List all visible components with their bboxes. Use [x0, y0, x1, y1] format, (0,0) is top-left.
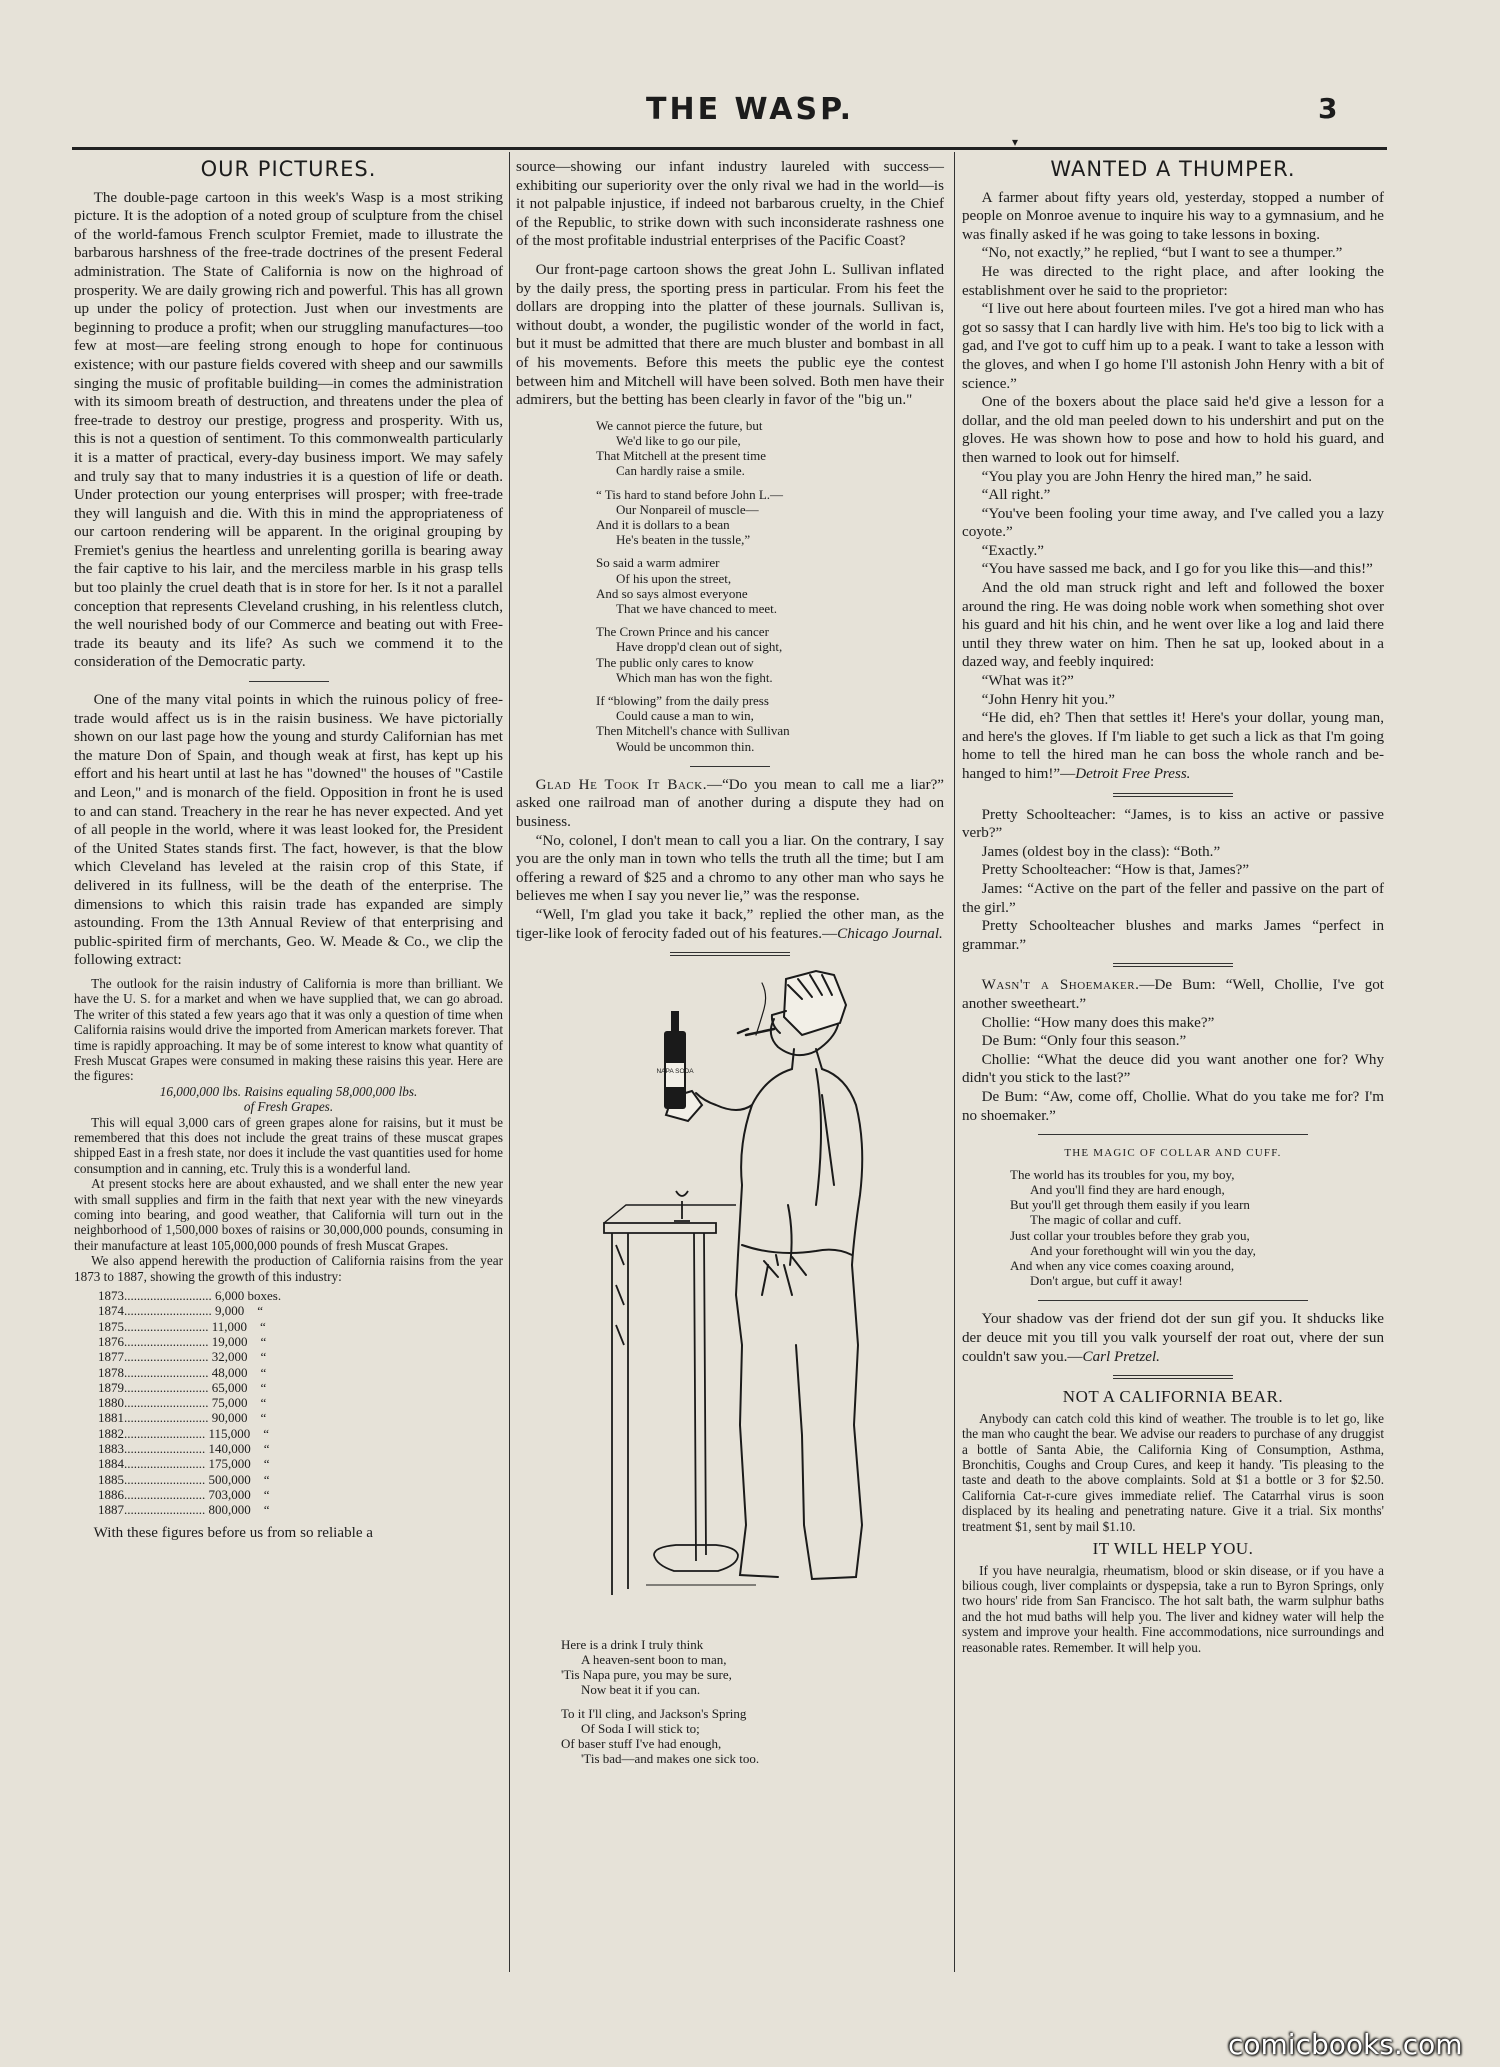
article-paragraph: Pretty Schoolteacher: “How is that, James?” [981, 862, 1250, 879]
article-paragraph: One of the many vital points in which the ruinous policy of free-trade would affect us is in the raisin business. We have pictorially shown on our last page how the young and sturdy Californian has met the mature Don of Spain, and though weak at first, has kept up his effort and his heart until at last he has "downed" the houses of "Castile and Leon," and is monarch of the field. Opposition in front he is used to and can stand. Treachery in the rear he has never expected. And yet of all people in the world, where it was least looked for, the President of the United States stands first. The fact, however, is that the blow which Cleveland has leveled at the raisin crop of this State, if delivered in its fullness, will be the death of the enterprise. The dimensions to which this raisin trade has expanded are simply astounding. From the 13th Annual Review of that enterprising and public-spirited firm of merchants, Geo. W. Meade & Co., we clip the following extract: [74, 692, 503, 969]
verse-line: Our Nonpareil of muscle— [616, 501, 759, 517]
verse-line: Then Mitchell's chance with Sullivan [596, 723, 790, 739]
verse-line: Could cause a man to win, [616, 708, 754, 724]
section-divider [670, 952, 790, 956]
verse-line: “ Tis hard to stand before John L.— [596, 486, 784, 502]
article-paragraph: “All right.” [981, 487, 1051, 504]
article-paragraph: With these figures before us from so reliable a [93, 1524, 373, 1541]
soda-cook-illustration [516, 965, 944, 1631]
sullivan-poem [516, 418, 944, 754]
quote-paragraph: At present stocks here are about exhausted, and we shall enter the new year with small supplies and firm in the faith that next year with the new vineyards coming into bearing, and good weather, that California will turn out in the neighborhood of 1,500,000 boxes of raisins or 30,000,000 pounds, consuming in their manufacture at least 105,000,000 pounds of fresh Muscat Grapes. [74, 1176, 503, 1253]
masthead-title: THE WASP. [646, 92, 854, 127]
help-you-heading: IT WILL HELP YOU. [1092, 1538, 1254, 1558]
verse-line: If “blowing” from the daily press [596, 692, 769, 708]
article-paragraph: He was directed to the right place, and after looking the establishment over he said to the proprietor: [962, 263, 1384, 299]
table-row: 1879.......................... 65,000 “ [98, 1379, 267, 1395]
article-paragraph: “You play you are John Henry the hired man,” he said. [981, 468, 1313, 485]
article-paragraph: “John Henry hit you.” [981, 691, 1115, 708]
column-2 [516, 158, 944, 1778]
verse-line: Just collar your troubles before they grab you, [1010, 1227, 1250, 1243]
verse-line: The Crown Prince and his cancer [596, 624, 769, 640]
section-divider [1038, 1300, 1308, 1301]
our-pictures-heading: OUR PICTURES. [200, 157, 377, 181]
article-paragraph: Pretty Schoolteacher blushes and marks James “perfect in grammar.” [962, 918, 1384, 953]
section-divider [690, 766, 770, 767]
quote-paragraph: This will equal 3,000 cars of green grapes alone for raisins, but it must be remembered that this does not include the great trains of these muscat grapes shipped East in a fresh state, nor does it include the vast quantities used for home consumption and in canning, etc. Truly this is a wonderful land. [74, 1114, 503, 1176]
table-top [604, 1223, 716, 1233]
article-paragraph: James: “Active on the part of the feller and passive on the part of the girl.” [962, 880, 1384, 916]
table-row: 1877.......................... 32,000 “ [98, 1349, 267, 1365]
verse-line: Would be uncommon thin. [616, 738, 755, 754]
article-paragraph: A farmer about fifty years old, yesterday, stopped a number of people on Monroe avenue to inquire his way to a gymnasium, and he was finally asked if he was going to take lessons in boxing. [962, 189, 1384, 243]
glad-paragraph: Glad He Took It Back.—“Do you mean to call me a liar?” asked one railroad man of another during a dispute they had on business. [516, 776, 944, 830]
column-divider [509, 152, 510, 1972]
table-row: 1882......................... 115,000 “ [98, 1425, 270, 1441]
watermark-logo: comicbooks.com [1228, 2028, 1463, 2061]
verse-line: Of Soda I will stick to; [581, 1720, 700, 1736]
column-1 [74, 158, 503, 1542]
bottle-label-patch [666, 1063, 684, 1087]
verse-line: Of his upon the street, [616, 570, 732, 586]
advert-paragraph: Anybody can catch cold this kind of weather. The trouble is to let go, like the man who caught the bear. We advise our readers to purchase of any druggist a bottle of Santa Abie, the California King of Consumption, Asthma, Bronchitis, Coughs and Croup Cures, and keep it handy. 'Tis pleasing to the taste and death to the above complaints. Sold at $1 a bottle or 3 for $2.50. California Cat-r-cure gives immediate relief. The Catarrhal virus is soon displaced by its healing and penetrating nature. Give it a trial. Six months' treatment $1, sent by mail $1.10. [962, 1410, 1384, 1534]
raisin-quote [74, 976, 503, 1284]
table-row: 1886......................... 703,000 “ [98, 1486, 270, 1502]
verse-line: Of baser stuff I've had enough, [561, 1735, 722, 1751]
verse-line: And you'll find they are hard enough, [1030, 1181, 1225, 1197]
column-divider [954, 152, 955, 1972]
verse-line: The public only cares to know [596, 654, 754, 670]
column-3 [962, 158, 1384, 1655]
article-paragraph: De Bum: “Aw, come off, Chollie. What do you take me for? I'm no shoemaker.” [962, 1088, 1384, 1124]
wine-glass [674, 1191, 690, 1221]
quote-figure: 16,000,000 lbs. Raisins equaling 58,000,000 lbs. [159, 1083, 418, 1099]
section-divider [249, 681, 329, 682]
verse-line: That we have chanced to meet. [616, 600, 777, 616]
quote-figure: of Fresh Grapes. [243, 1099, 334, 1115]
thumper-closing: “He did, eh? Then that settles it! Here's your dollar, young man, and here's the gloves. If I'm liable to get such a lick as that I'm going home to tell the hired man he can boss the whole ranch and be-hanged to him!”—Detroit Free Press. [962, 710, 1384, 782]
article-paragraph: “I live out here about fourteen miles. I've got a hired man who has got so sassy that I can hardly live with him. He's too big to lick with a gad, and I've got to cuff him up to a peak. I want to take a lesson with the gloves, and when I go home I'll astonish John Henry with a bit of science.” [962, 301, 1384, 392]
article-paragraph: source—showing our infant industry laureled with success—exhibiting our superiority over the only rival we had in the world—is it not palpable injustice, if indeed not barbarous cruelty, in the Chief of the Republic, to strike down with such inconsiderate rashness one of the most profitable industrial enterprises of the Pacific Coast? [516, 159, 944, 250]
article-paragraph: “You have sassed me back, and I go for you like this—and this!” [981, 561, 1373, 578]
article-paragraph: “No, colonel, I don't mean to call you a liar. On the contrary, I say you are the only man in town who tells the truth all the time; but I am offering a reward of $25 and a chromo to any other man who says he believes me when I say you never lie,” was the response. [516, 832, 944, 905]
article-paragraph: Our front-page cartoon shows the great John L. Sullivan inflated by the daily press, the sporting press in particular. From his feet the dollars are dropping into the platter of these journals. Sullivan is, without doubt, a wonder, the pugilistic wonder of the world in fact, but it must be admitted that there are much bluster and bombast in all of his movements. Before this meets the public eye the contest between him and Mitchell will have been solved. Both men have their admirers, but the betting has been clearly in favor of the "big un." [516, 261, 944, 409]
page-number: 3 [1318, 92, 1338, 125]
table-row: 1880.......................... 75,000 “ [98, 1395, 267, 1411]
table-row: 1876.......................... 19,000 “ [98, 1333, 267, 1349]
article-paragraph: And the old man struck right and left and followed the boxer around the ring. He was doing noble work when something shot over his guard and hit his chin, and he went over like a log and laid there until they threw water on him. Then he sat up, looked about in a dazed way, and feebly inquired: [962, 580, 1384, 671]
article-paragraph: De Bum: “Only four this season.” [981, 1033, 1187, 1050]
verse-line: Don't argue, but cuff it away! [1030, 1273, 1183, 1289]
verse-line: Here is a drink I truly think [561, 1636, 704, 1652]
article-paragraph: “Exactly.” [981, 542, 1044, 559]
section-divider [1113, 1375, 1233, 1379]
verse-line: Can hardly raise a smile. [616, 463, 745, 479]
bottle-label: NAPA SODA [656, 1068, 694, 1076]
verse-line: To it I'll cling, and Jackson's Spring [561, 1705, 747, 1721]
verse-line: And it is dollars to a bean [596, 516, 730, 532]
bear-advert [962, 1411, 1384, 1534]
collar-poem-title: THE MAGIC OF COLLAR AND CUFF. [1064, 1147, 1282, 1160]
raisin-production-table [98, 1288, 503, 1517]
verse-line: We'd like to go our pile, [616, 432, 741, 448]
cook-drinking-illustration [516, 965, 944, 1625]
caret-mark: ▾ [1012, 135, 1019, 149]
source-credit: Detroit Free Press. [1075, 766, 1191, 782]
verse-line: 'Tis bad—and makes one sick too. [581, 1751, 760, 1767]
table-row: 1875.......................... 11,000 “ [98, 1318, 266, 1334]
verse-line: But you'll get through them easily if you learn [1010, 1197, 1250, 1213]
verse-line: A heaven-sent boon to man, [581, 1651, 727, 1667]
table-row: 1874........................... 9,000 “ [98, 1303, 264, 1319]
article-paragraph: Chollie: “What the deuce did you want another one for? Why didn't you stick to the last?” [962, 1051, 1384, 1087]
article-paragraph: Chollie: “How many does this make?” [981, 1014, 1215, 1031]
section-divider [1113, 963, 1233, 967]
verse-line: And so says almost everyone [596, 585, 748, 601]
shoemaker-title: Wasn't a Shoemaker. [981, 977, 1140, 994]
glad-title: Glad He Took It Back. [535, 776, 707, 793]
glad-closing: “Well, I'm glad you take it back,” replied the other man, as the tiger-like look of ferocity faded out of his features.—Chicago Journal. [516, 906, 944, 942]
article-paragraph: “No, not exactly,” he replied, “but I want to see a thumper.” [981, 245, 1343, 262]
article-paragraph: James (oldest boy in the class): “Both.” [981, 843, 1221, 860]
article-paragraph: One of the boxers about the place said he'd give a lesson for a dollar, and the old man peeled down to his undershirt and put on the gloves. He was shown how to pose and how to hold his guard, and then warned to look out for himself. [962, 394, 1384, 466]
verse-line: Now beat it if you can. [581, 1682, 701, 1698]
verse-line: 'Tis Napa pure, you may be sure, [561, 1667, 732, 1683]
table-row: 1878.......................... 48,000 “ [98, 1364, 267, 1380]
bottle-neck [671, 1011, 679, 1033]
shoemaker-paragraph: Wasn't a Shoemaker.—De Bum: “Well, Chollie, I've got another sweetheart.” [962, 977, 1384, 1012]
verse-line: That Mitchell at the present time [596, 448, 767, 464]
verse-line: And your forethought will win you the day, [1030, 1242, 1256, 1258]
shadow-paragraph: Your shadow vas der friend dot der sun gif you. It shducks like der deuce mit you till you valk yourself der roat out, vhere der sun couldn't saw you.—Carl Pretzel. [962, 1311, 1384, 1365]
article-paragraph: The double-page cartoon in this week's Wasp is a most striking picture. It is the adoption of a noted group of sculpture from the chisel of the world-famous French sculptor Fremiet, made to illustrate the barbarous harshness of the free-trade doctrines of the present Federal administration. The State of California is now on the highroad of prosperity. We are daily growing rich and powerful. This has all grown up under the policy of protection. Just when our investments are beginning to produce a profit; when our struggling manufactures—too few at most—are feeling strong enough to hope for continuous existence; with our pasture fields covered with sheep and our sawmills singing the music of profitable building—in comes the administration with its simoom breath of destruction, and threatens under the plea of free-trade to destroy our prestige, progress and prosperity. With us, this is not a question of sentiment. To this commonwealth particularly it is a matter of practical, every-day business import. We may safely and truly say that to many industries it is a question of life or death. Under protection our young enterprises will prosper; with free-trade they will languish and die. With this in mind the appropriateness of our cartoon rendering will be apparent. In the original grouping by Fremiet's genius the heartless and unrelenting gorilla is bearing away the fair captive to his lair, and the merciless marble in his grasp tells but too plainly the cruel death that is in store for her. Is it not a parallel conception that represents Cleveland crushing, in his relentless clutch, the well nourished body of our Commerce and beating out with Free-trade its beauty and its life? As such we commend it to the consideration of the Democratic party. [74, 189, 503, 671]
section-divider [1038, 1134, 1308, 1135]
table-row: 1883......................... 140,000 “ [98, 1441, 270, 1457]
quote-paragraph: We also append herewith the production of California raisins from the year 1873 to 1887, showing the growth of this industry: [74, 1253, 503, 1284]
header-rule [72, 147, 1387, 150]
verse-line: He's beaten in the tussle,” [616, 532, 751, 548]
advert-paragraph: If you have neuralgia, rheumatism, blood or skin disease, or if you have a bilious cough, liver complaints or dyspepsia, take a run to Byron Springs, only two hours' ride from San Francisco. The hot salt bath, the warm sulphur baths and the hot mud baths will help you. The liver and kidney water will help the system and improve your health. Fine accommodations, nice surroundings and reasonable rates. Remember. It will help you. [962, 1562, 1384, 1655]
california-bear-heading: NOT A CALIFORNIA BEAR. [1062, 1387, 1284, 1407]
quote-paragraph: The outlook for the raisin industry of California is more than brilliant. We have the U. S. for a market and when we have supplied that, we can go abroad. The writer of this stated a few years ago that it was only a question of time when California raisins would drive the imported from American markets forever. That time is rapidly approaching. It may be of some interest to know what quantity of Fresh Muscat Grapes were consumed in making these raisins this year. Here are the figures: [74, 975, 503, 1084]
verse-line: So said a warm admirer [596, 555, 720, 571]
section-divider [1113, 793, 1233, 797]
table-row: 1887......................... 800,000 “ [98, 1502, 270, 1518]
table-row: 1873........................... 6,000 boxes. [98, 1288, 282, 1304]
source-credit: Chicago Journal. [837, 925, 943, 942]
byron-springs-advert [962, 1563, 1384, 1655]
napa-poem [516, 1637, 944, 1767]
verse-line: And when any vice comes coaxing around, [1010, 1257, 1235, 1273]
verse-line: Which man has won the fight. [616, 669, 773, 685]
collar-poem [962, 1167, 1384, 1289]
wanted-thumper-heading: WANTED A THUMPER. [1050, 157, 1296, 181]
verse-line: Have dropp'd clean out of sight, [616, 639, 783, 655]
article-paragraph: Pretty Schoolteacher: “James, is to kiss an active or passive verb?” [962, 806, 1384, 842]
verse-line: We cannot pierce the future, but [596, 417, 763, 433]
article-paragraph: “What was it?” [981, 673, 1074, 690]
article-paragraph: “You've been fooling your time away, and I've called you a lazy coyote.” [962, 505, 1384, 541]
table-row: 1885......................... 500,000 “ [98, 1471, 270, 1487]
verse-line: The magic of collar and cuff. [1030, 1212, 1182, 1228]
source-credit: Carl Pretzel. [1082, 1348, 1160, 1365]
table-row: 1884......................... 175,000 “ [98, 1456, 270, 1472]
verse-line: The world has its troubles for you, my boy, [1010, 1166, 1235, 1182]
table-row: 1881.......................... 90,000 “ [98, 1410, 267, 1426]
